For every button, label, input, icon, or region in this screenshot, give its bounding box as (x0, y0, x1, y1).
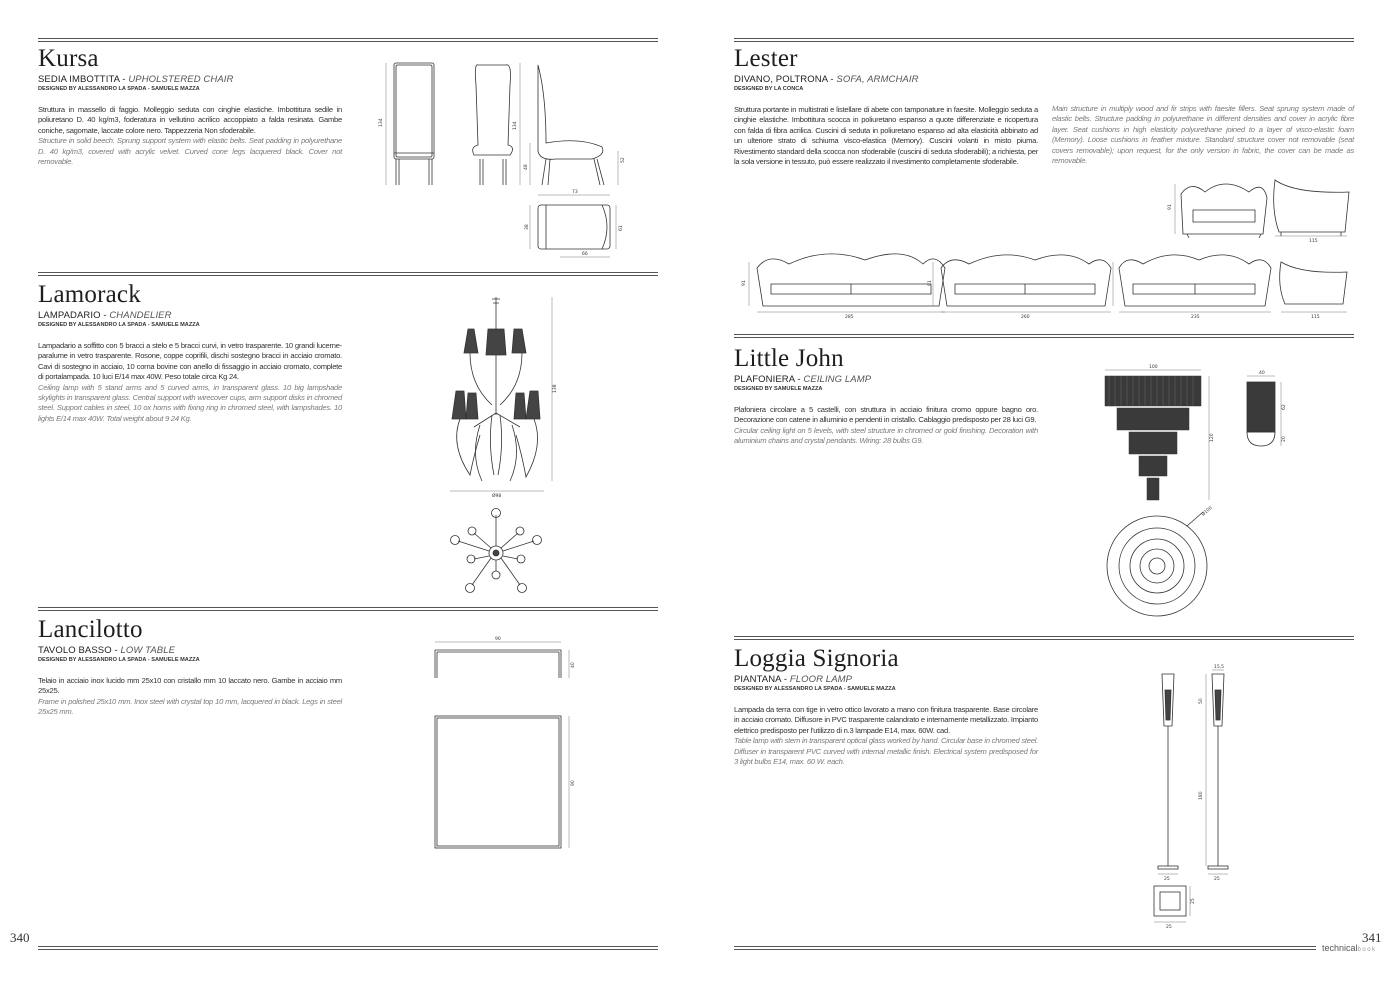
lancilotto-drawing (425, 632, 585, 857)
dim-label: 20 (1282, 436, 1287, 442)
dim-label: 62 (1282, 404, 1287, 410)
designer-credit: DESIGNED BY ALESSANDRO LA SPADA - SAMUELE MAZZA (38, 322, 200, 328)
dim-label: 91 (742, 280, 747, 286)
product-title: Lamorack (38, 281, 141, 308)
dim-label: 40 (571, 662, 576, 668)
rule-top-left (38, 38, 658, 42)
dim-label: 180 (1199, 791, 1204, 800)
description-italian: Telaio in acciaio inox lucido mm 25x10 con cristallo mm 10 laccato nero. Gambe in acciaio mm 25x25. (38, 676, 342, 696)
product-type: TAVOLO BASSO - LOW TABLE (38, 645, 176, 656)
dim-label: 115 (1309, 239, 1318, 244)
product-lancilotto (38, 617, 342, 718)
product-type: PIANTANA - FLOOR LAMP (734, 674, 853, 685)
product-type: LAMPADARIO - CHANDELIER (38, 310, 172, 321)
description-english: Frame in polished 25x10 mm. Inox steel with crystal top 10 mm, lacquered in black. Legs in steel 25x25 mm. (38, 696, 342, 717)
rule-loggia (734, 636, 1354, 640)
product-little-john (734, 346, 1038, 447)
lester-drawing (735, 170, 1355, 320)
dim-label: 52 (621, 157, 626, 163)
kursa-drawing (370, 55, 640, 265)
dim-label: 73 (572, 190, 578, 195)
dim-label: Ø98 (492, 494, 502, 499)
product-title: Kursa (38, 45, 99, 72)
product-type: SEDIA IMBOTTITA - UPHOLSTERED CHAIR (38, 74, 234, 85)
description-italian: Struttura in massello di faggio. Molleggio seduta con cinghie elastiche. Imbottitura sedile in poliuretano D. 40 kg/m3, foderatura in vellutino acrilico accoppiato a falda resinata. Gambe coniche, sagomate, laccate colore nero. Tappezzeria Non sfoderabile. (38, 105, 342, 135)
dim-label: 38 (525, 224, 530, 230)
description-english: Ceiling lamp with 5 stand arms and 5 curved arms, in transparent glass. 10 big lampshade skylights in transparent glass. Central support with wirecover cups, arm support disks in chromed steel. Support cables in steel, 10 ox horns with fixing ring in chromed steel, with lampshades. 10 lights E/14 max 40W. Total weight about 9 24 Kg. (38, 382, 342, 423)
lamorack-drawing (440, 295, 570, 595)
rule-lancilotto (38, 607, 658, 611)
product-title: Loggia Signoria (734, 645, 899, 672)
product-title: Little John (734, 345, 844, 372)
product-type: PLAFONIERA - CEILING LAMP (734, 374, 872, 385)
dim-label: 138 (553, 384, 558, 393)
product-kursa (38, 46, 342, 167)
dim-label: 15,5 (1214, 665, 1225, 670)
description-english: Main structure in multiply wood and fir strips with faesite fillers. Seat sprung system made of elastic belts. Structure padding in polyurethane in different densities and cover in acrylic fibre layer. Seat cushions in high elasticity polyurethane joined to a layer of visco-elastic foam (Memory). Loose cushions in feather mixture. Standard structure cover not removable (seat covers removable); upon request, for the only version in fabric, the cover can be made as removable. (1052, 104, 1354, 166)
brand-logo: technicalbook (1322, 943, 1377, 953)
designer-credit: DESIGNED BY LA CONCA (734, 86, 804, 92)
dim-label: 260 (1021, 315, 1030, 320)
description-italian: Lampada da terra con tige in vetro ottico lavorato a mano con finitura trasparente. Base circolare in acciaio cromato. Diffusore in PVC trasparente calandrato e internamente metallizzato. Impianto elettrico predisposto per l'utilizzo di n.3 lampade E14, max. 60W. cad. (734, 705, 1038, 735)
description-english: Structure in solid beech. Sprung support system with elastic belts. Seat padding in polyurethane D. 40 kg/m3, covered with acrylic velvet. Curved cone legs lacquered black. Cover not removable. (38, 136, 342, 167)
rule-bottom-left (38, 946, 658, 950)
product-type: DIVANO, POLTRONA - SOFA, ARMCHAIR (734, 74, 919, 85)
designer-credit: DESIGNED BY ALESSANDRO LA SPADA - SAMUELE MAZZA (38, 86, 200, 92)
dim-label: 25 (1164, 877, 1170, 882)
description-italian: Plafoniera circolare a 5 castelli, con struttura in acciaio finitura cromo oppure bagno oro. Decorazione con catene in alluminio e pendenti in cristallo. Cablaggio predisposto per 28 luci G9. (734, 405, 1038, 425)
product-title: Lester (734, 45, 798, 72)
dim-label: 285 (845, 315, 854, 320)
dim-label: Ø100 (1201, 505, 1214, 518)
dim-label: 90 (571, 780, 576, 786)
rule-lester-bottom (734, 334, 1354, 338)
description-english: Circular ceiling light on 5 levels, with steel structure in chromed or gold finishing. Decoration with aluminium chains and crystal pendants. Wiring: 28 bulbs G9. (734, 425, 1038, 446)
loggia-signoria-drawing (1140, 660, 1250, 930)
dim-label: 66 (582, 252, 588, 257)
product-loggia-signoria (734, 646, 1038, 767)
designer-credit: DESIGNED BY SAMUELE MAZZA (734, 386, 823, 392)
description-english: Table lamp with stem in transparent optical glass worked by hand. Circular base in chromed steel. Diffuser in transparent PVC curved with internal metallic finish. Electrical system predisposed for 3 light bulbs E14, max. 60 W. each. (734, 736, 1038, 767)
rule-lamorack (38, 272, 658, 276)
product-lamorack (38, 282, 342, 424)
dim-label: 48 (524, 164, 529, 170)
dim-label: 25 (1191, 898, 1196, 904)
page-number-left: 340 (10, 930, 30, 945)
dim-label: 235 (1191, 315, 1200, 320)
designer-credit: DESIGNED BY ALESSANDRO LA SPADA - SAMUELE MAZZA (38, 657, 200, 663)
rule-bottom-right (734, 946, 1316, 950)
rule-top-right (734, 38, 1354, 42)
dim-label: 91 (1168, 204, 1173, 210)
dim-label: 91 (928, 280, 933, 286)
dim-label: 25 (1214, 877, 1220, 882)
description-italian: Struttura portante in multistrati e listellare di abete con tamponature in faesite. Molleggio seduta a cinghie elastiche. Imbottitura scocca in poliuretano espanso a quote differenziate e ricopertura con falda di fibra acrilica. Cuscini di seduta in poliuretano espanso ad alta elasticità abbinato ad un ulteriore strato di schiuma visco-elastica (Memory). Cuscini volanti in misto piuma. Rivestimento standard della scocca non sfoderabile (cuscini di seduta sfoderabili); a richiesta, per la sola versione in tessuto, può essere realizzato il rivestimento completamente sfoderabile. (734, 105, 1038, 167)
lester-english-column (1052, 104, 1354, 166)
product-title: Lancilotto (38, 616, 143, 643)
designer-credit: DESIGNED BY ALESSANDRO LA SPADA - SAMUELE MAZZA (734, 686, 896, 692)
dim-label: 40 (1259, 371, 1265, 376)
page-number-right: 341 (1362, 930, 1382, 945)
dim-label: 50 (1199, 698, 1204, 704)
dim-label: 90 (495, 637, 501, 642)
dim-label: 134 (379, 118, 384, 127)
description-italian: Lampadario a soffitto con 5 bracci a stelo e 5 bracci curvi, in vetro trasparente. 10 grandi lucerne-paralume in vetro trasparente. Rosone, coppe coprifili, dischi sostegno bracci in acciaio cromato. Cavi di sostegno in acciaio, 10 corna bovine con anello di fissaggio in acciaio cromato, complete di portalampada. 10 luci E/14 max 40W. Peso totale circa Kg 24. (38, 341, 342, 382)
dim-label: 120 (1210, 433, 1215, 442)
dim-label: 25 (1166, 925, 1172, 930)
product-lester (734, 46, 1038, 167)
dim-label: 61 (619, 225, 624, 231)
dim-label: 134 (513, 121, 518, 130)
little-john-drawing (1095, 360, 1295, 620)
dim-label: 115 (1311, 315, 1320, 320)
dim-label: 100 (1149, 365, 1158, 370)
